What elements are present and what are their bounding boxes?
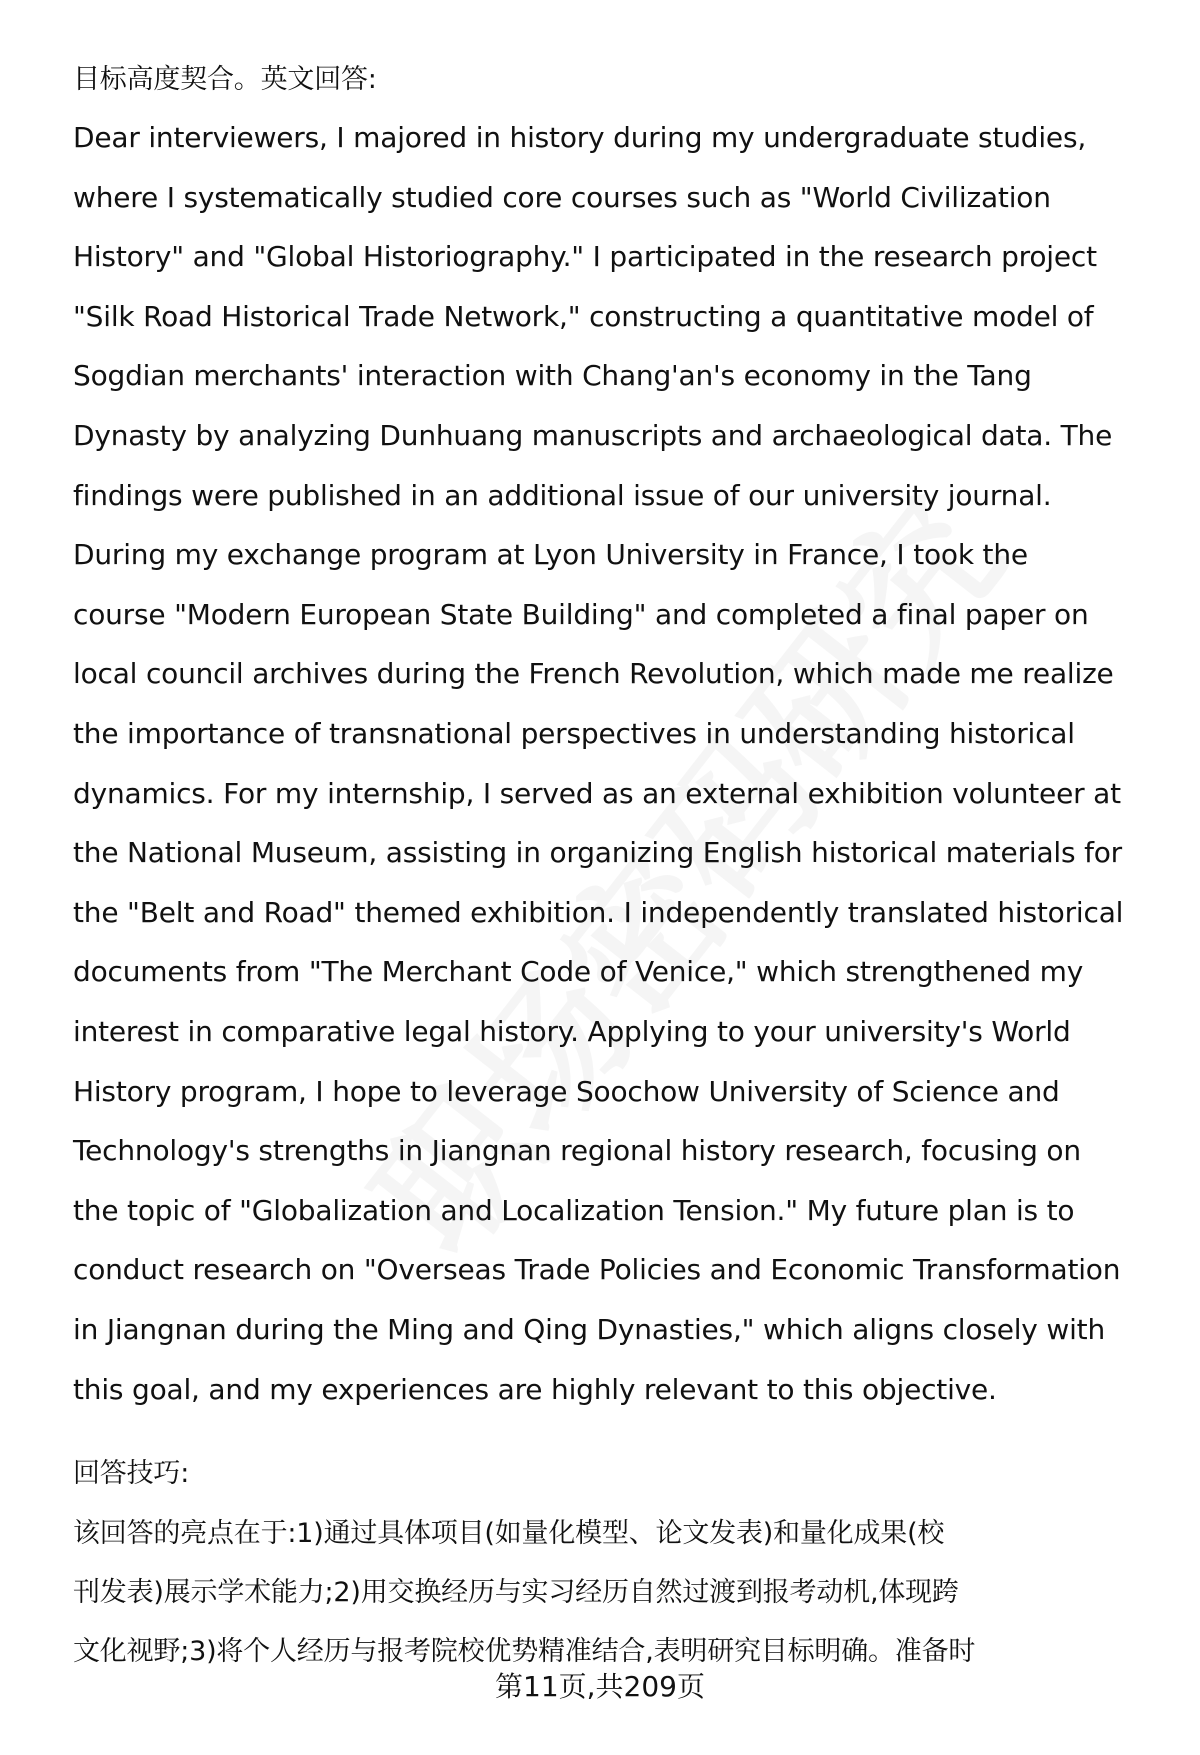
answer-line: where I systematically studied core courses such as "World Civilization bbox=[73, 180, 1051, 214]
answer-line: Technology's strengths in Jiangnan regional history research, focusing on bbox=[73, 1134, 1081, 1168]
answer-line: "Silk Road Historical Trade Network," constructing a quantitative model of bbox=[73, 299, 1094, 333]
answer-line: interest in comparative legal history. Applying to your university's World bbox=[73, 1015, 1071, 1048]
tips-line: 刊发表)展示学术能力;2)用交换经历与实习经历自然过渡到报考动机,体现跨 bbox=[73, 1577, 959, 1608]
answer-line: History program, I hope to leverage Soochow University of Science and bbox=[73, 1074, 1060, 1108]
answer-line: local council archives during the French Revolution, which made me realize bbox=[73, 657, 1114, 691]
answer-line: Dynasty by analyzing Dunhuang manuscripts and archaeological data. The bbox=[73, 419, 1113, 452]
answer-line: Dear interviewers, I majored in history during my undergraduate studies, bbox=[73, 121, 1087, 154]
answer-line: course "Modern European State Building" and completed a final paper on bbox=[73, 597, 1089, 631]
answer-line: History" and "Global Historiography." I participated in the research project bbox=[73, 240, 1097, 274]
answer-line: Sogdian merchants' interaction with Chang'an's economy in the Tang bbox=[73, 359, 1032, 393]
answer-line: the National Museum, assisting in organizing English historical materials for bbox=[73, 836, 1122, 870]
intro-heading: 目标高度契合。英文回答: bbox=[73, 64, 377, 95]
page-footer: 第11页,共209页 bbox=[495, 1670, 705, 1703]
tips-heading: 回答技巧: bbox=[73, 1458, 190, 1489]
answer-line: During my exchange program at Lyon University in France, I took the bbox=[73, 538, 1028, 572]
answer-line: this goal, and my experiences are highly relevant to this objective. bbox=[73, 1372, 997, 1406]
answer-line: the topic of "Globalization and Localization Tension." My future plan is to bbox=[73, 1193, 1075, 1227]
answer-line: the "Belt and Road" themed exhibition. I independently translated historical bbox=[73, 895, 1124, 929]
tips-line: 该回答的亮点在于:1)通过具体项目(如量化模型、论文发表)和量化成果(校 bbox=[73, 1518, 945, 1549]
answer-line: dynamics. For my internship, I served as an external exhibition volunteer at bbox=[73, 776, 1121, 810]
answer-line: findings were published in an additional issue of our university journal. bbox=[73, 478, 1052, 512]
answer-line: conduct research on "Overseas Trade Policies and Economic Transformation bbox=[73, 1253, 1121, 1287]
tips-line: 文化视野;3)将个人经历与报考院校优势精准结合,表明研究目标明确。准备时 bbox=[73, 1636, 976, 1667]
answer-line: the importance of transnational perspectives in understanding historical bbox=[73, 717, 1075, 750]
answer-line: in Jiangnan during the Ming and Qing Dynasties," which aligns closely with bbox=[73, 1313, 1105, 1346]
answer-line: documents from "The Merchant Code of Venice," which strengthened my bbox=[73, 955, 1084, 989]
